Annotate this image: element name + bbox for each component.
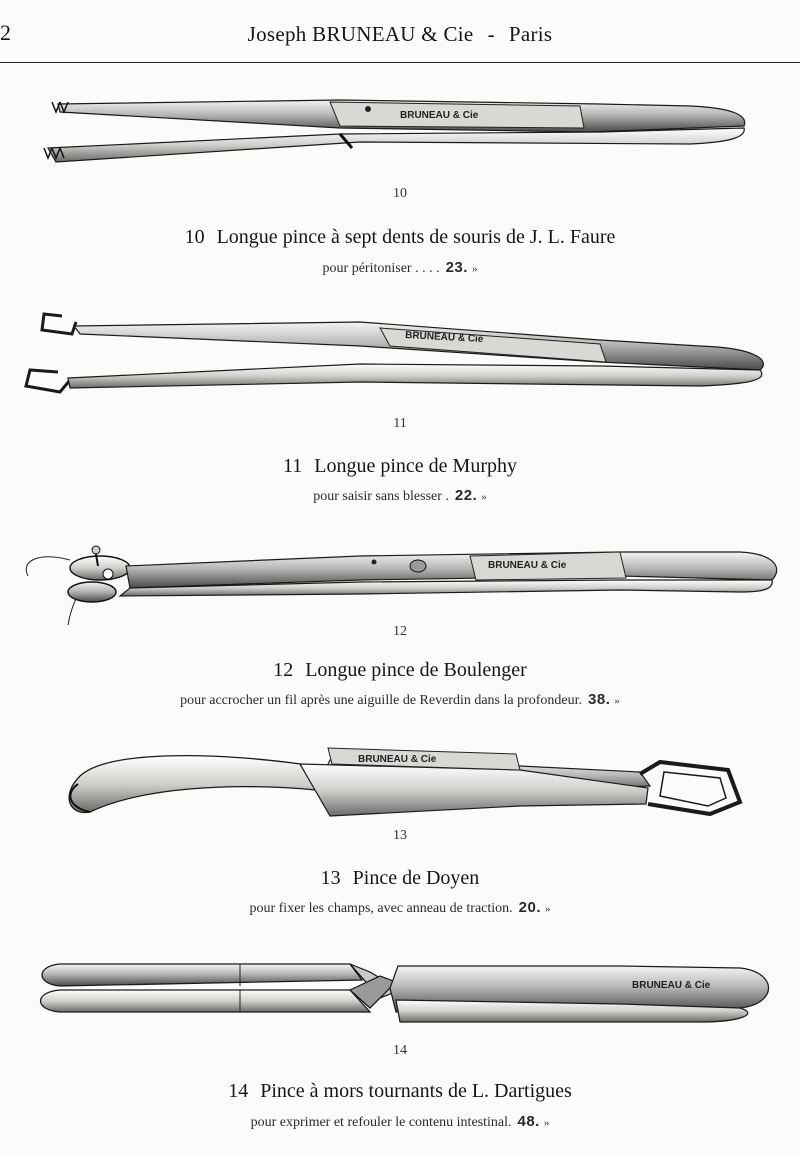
city-name: Paris <box>508 22 553 46</box>
forceps-14-illustration <box>0 952 800 1042</box>
engraving-mark: BRUNEAU & Cie <box>404 330 484 346</box>
engraving-mark: BRUNEAU & Cie <box>358 754 437 765</box>
item-number: 13 <box>320 867 341 889</box>
figure-number: 12 <box>393 624 407 639</box>
item-title <box>0 1080 800 1103</box>
item-name: Pince de Doyen <box>352 867 480 889</box>
item-name: Pince à mors tournants de L. Dartigues <box>260 1080 572 1102</box>
item-usage: pour accrocher un fil après une aiguille de Reverdin dans la profondeur. <box>180 693 583 708</box>
price-unit: » <box>614 695 620 707</box>
item-number: 12 <box>273 659 294 681</box>
engraving-mark: BRUNEAU & Cie <box>400 110 479 121</box>
item-title <box>0 226 800 249</box>
figure-number: 13 <box>393 828 407 843</box>
item-name: Longue pince à sept dents de souris de J. L. Faure <box>216 226 616 248</box>
item-price: 22. <box>454 487 478 504</box>
engraving-mark: BRUNEAU & Cie <box>632 980 711 991</box>
price-unit: » <box>543 1117 550 1129</box>
figure-number: 14 <box>393 1043 407 1058</box>
item-usage: pour saisir sans blesser . <box>313 489 449 504</box>
company-name: Joseph BRUNEAU & Cie <box>247 22 474 46</box>
page-number: 2 <box>0 20 11 45</box>
item-price: 23. <box>445 259 468 276</box>
item-title <box>0 659 800 682</box>
item-usage: pour fixer les champs, avec anneau de traction. <box>249 901 513 916</box>
item-description <box>0 899 800 917</box>
page-header <box>0 22 800 47</box>
forceps-11-illustration <box>0 300 800 415</box>
item-number: 14 <box>228 1080 249 1102</box>
item-description <box>0 691 800 709</box>
item-number: 10 <box>184 226 205 248</box>
item-price: 20. <box>518 899 542 916</box>
price-unit: » <box>481 491 487 503</box>
item-price: 38. <box>588 691 611 708</box>
engraving-mark: BRUNEAU & Cie <box>488 560 567 571</box>
item-description <box>0 487 800 505</box>
price-unit: » <box>471 263 478 275</box>
item-description <box>0 259 800 277</box>
item-name: Longue pince de Murphy <box>314 455 517 477</box>
price-unit: » <box>545 903 551 915</box>
forceps-12-illustration <box>0 530 800 625</box>
header-rule <box>0 62 800 63</box>
forceps-10-illustration <box>0 88 800 183</box>
figure-number: 10 <box>393 186 407 201</box>
item-name: Longue pince de Boulenger <box>305 659 527 681</box>
item-description <box>0 1113 800 1131</box>
header-separator: - <box>487 22 495 46</box>
item-usage: pour exprimer et refouler le contenu intestinal. <box>250 1115 512 1130</box>
item-usage: pour péritoniser . . . . <box>322 261 440 276</box>
item-price: 48. <box>517 1113 540 1130</box>
item-title <box>0 455 800 478</box>
figure-number: 11 <box>393 416 407 431</box>
item-number: 11 <box>283 455 303 477</box>
item-title <box>0 867 800 890</box>
forceps-13-illustration <box>0 736 800 828</box>
